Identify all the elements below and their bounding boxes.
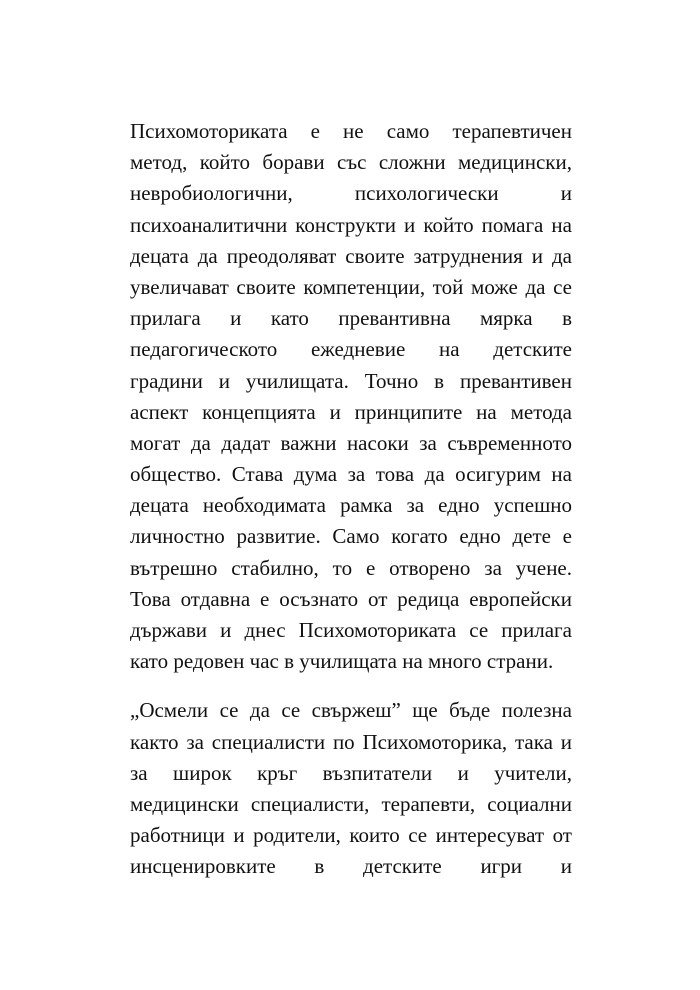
- text-line: увеличават своите компетенции, той може да се: [130, 274, 572, 299]
- text-line: държави и днес Психомоториката се прилага: [130, 618, 572, 642]
- text-line: общество. Става дума за това да осигурим на: [130, 462, 572, 487]
- text-line: децата необходимата рамка за едно успешно: [130, 493, 572, 518]
- paragraph-spacing: [130, 677, 572, 695]
- text-line: „Осмели се да се свържеш” ще бъде полезна: [130, 698, 572, 723]
- text-line: метод, който борави със сложни медицински,: [130, 150, 572, 175]
- text-line: педагогическото ежедневие на детските: [130, 337, 572, 362]
- text-line: аспект концепцията и принципите на метода: [130, 399, 572, 424]
- text-line: личностно развитие. Само когато едно дете е: [130, 524, 572, 549]
- text-line: работници и родители, които се интересуват от: [130, 823, 572, 848]
- text-line: Психомоториката е не само терапевтичен: [130, 119, 572, 143]
- text-line: инсценировките в детските игри и: [130, 854, 572, 879]
- text-line: за широк кръг възпитатели и учители,: [130, 760, 572, 785]
- text-line: прилага и като превантивна мярка в: [130, 306, 572, 331]
- text-line: вътрешно стабилно, то е отворено за учене.: [130, 555, 572, 580]
- text-line: невробиологични, психологически и: [130, 181, 572, 206]
- text-line: градини и училищата. Точно в превантивен: [130, 368, 572, 393]
- text-line: Това отдавна е осъзнато от редица европейски: [130, 586, 572, 611]
- paragraph-1: [130, 116, 572, 677]
- text-line: децата да преодоляват своите затруднения и да: [130, 243, 572, 268]
- paragraph-2: [130, 695, 572, 882]
- text-line: медицински специалисти, терапевти, социални: [130, 791, 572, 816]
- text-line: като редовен час в училищата на много страни.: [130, 649, 554, 674]
- text-line: могат да дадат важни насоки за съвременното: [130, 430, 572, 455]
- text-line: както за специалисти по Психомоторика, така и: [130, 729, 572, 754]
- body-text: [130, 116, 572, 883]
- text-line: психоаналитични конструкти и който помага на: [130, 212, 572, 237]
